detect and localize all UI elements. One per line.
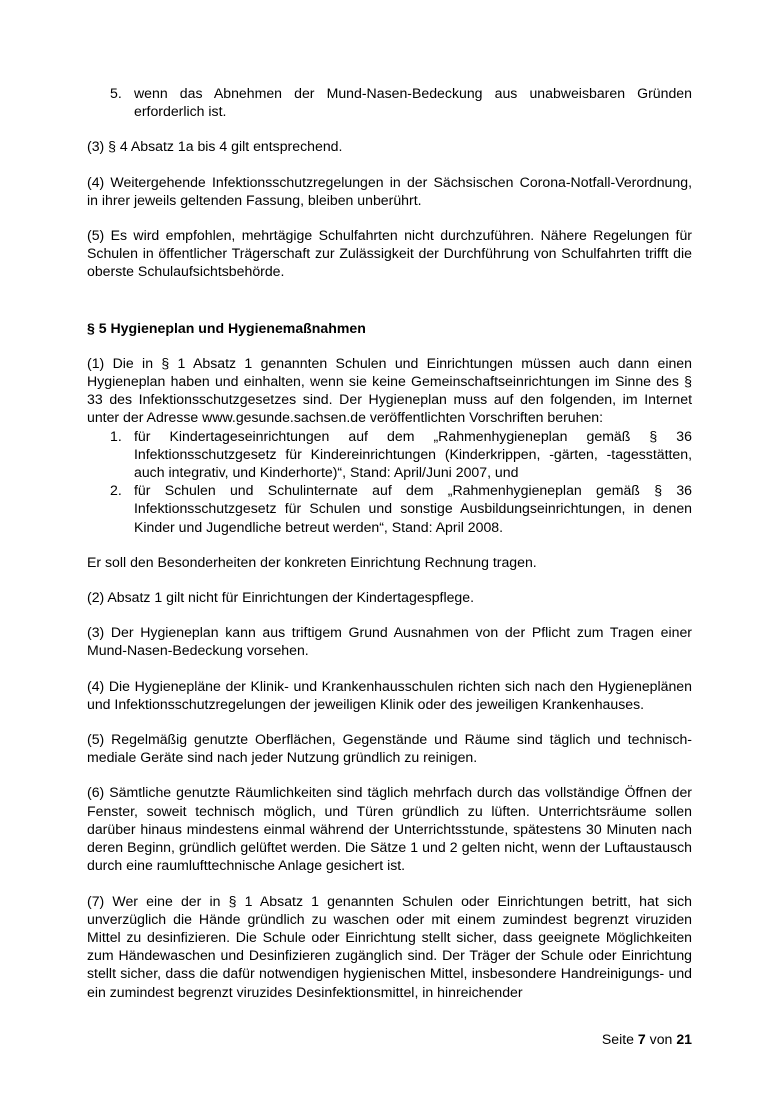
section5-paragraph-2: (2) Absatz 1 gilt nicht für Einrichtungen der Kindertagespflege.: [87, 589, 475, 606]
section-heading: § 5 Hygieneplan und Hygienemaßnahmen: [87, 319, 366, 336]
section5-paragraph-1: (1) Die in § 1 Absatz 1 genannten Schulen und Einrichtungen müssen auch dann einen Hygieneplan haben und einhalten, wenn sie keine Gemeinschaftseinrichtungen im Sinne des § 33 des Infektionsschutzgesetzes sind. Der Hygieneplan muss auf den folgenden, im Internet unter der Adresse www.gesunde.sachsen.de veröffentlichten Vorschriften beruhen:: [87, 354, 692, 426]
paragraph-5: (5) Es wird empfohlen, mehrtägige Schulfahrten nicht durchzuführen. Nähere Regelungen für Schulen in öffentlicher Trägerschaft zur Zulässigkeit der Durchführung von Schulfahrten trifft die oberste Schulaufsichtsbehörde.: [87, 227, 692, 280]
section5-list: [87, 427, 692, 536]
footer-total-pages: 21: [676, 1031, 692, 1047]
list-item-text: für Schulen und Schulinternate auf dem „Rahmenhygieneplan gemäß § 36 Infektionsschutzgesetz für Schulen und sonstige Ausbildungseinrichtungen, in denen Kinder und Jugendliche betreut werden“, Stand: April 2008.: [134, 482, 692, 535]
section5-paragraph-7: (7) Wer eine der in § 1 Absatz 1 genannten Schulen oder Einrichtungen betritt, hat sich unverzüglich die Hände gründlich zu waschen oder mit einem zumindest begrenzt viruziden Mittel zu desinfizieren. Die Schule oder Einrichtung stellt sicher, dass geeignete Möglichkeiten zum Händewaschen und Desinfizieren zugänglich sind. Der Träger der Schule oder Einrichtung stellt sicher, dass die dafür notwendigen hygienischen Mittel, insbesondere Handreinigungs- und ein zumindest begrenzt viruzides Desinfektionsmittel, in hinreichender: [87, 892, 692, 1000]
section5-paragraph-3: (3) Der Hygieneplan kann aus triftigem Grund Ausnahmen von der Pflicht zum Tragen einer Mund-Nasen-Bedeckung vorsehen.: [87, 624, 692, 659]
document-page: [87, 84, 692, 1018]
list-item-text: wenn das Abnehmen der Mund-Nasen-Bedeckung aus unabweisbaren Gründen erforderlich ist.: [134, 85, 692, 120]
page-footer: [602, 1031, 692, 1047]
footer-page-number: 7: [637, 1031, 646, 1047]
continued-list: [87, 84, 692, 120]
paragraph-3: (3) § 4 Absatz 1a bis 4 gilt entsprechend.: [87, 138, 343, 155]
list-item: [87, 481, 692, 536]
list-item-number: 2.: [110, 482, 122, 499]
footer-mid: von: [649, 1031, 673, 1047]
list-item: [87, 427, 692, 482]
list-item: [87, 84, 692, 120]
list-item-number: 1.: [110, 427, 122, 444]
section5-paragraph-4: (4) Die Hygienepläne der Klinik- und Krankenhausschulen richten sich nach den Hygieneplänen und Infektionsschutzregelungen der jeweiligen Klinik oder des jeweiligen Krankenhauses.: [87, 677, 692, 712]
paragraph-4: (4) Weitergehende Infektionsschutzregelungen in der Sächsischen Corona-Notfall-Verordnung, in ihrer jeweils geltenden Fassung, bleiben unberührt.: [87, 173, 692, 208]
list-item-number: 5.: [110, 85, 122, 101]
section5-paragraph-5: (5) Regelmäßig genutzte Oberflächen, Gegenstände und Räume sind täglich und technisch-mediale Geräte sind nach jeder Nutzung gründlich zu reinigen.: [87, 731, 692, 766]
section5-paragraph-6: (6) Sämtliche genutzte Räumlichkeiten sind täglich mehrfach durch das vollständige Öffnen der Fenster, soweit technisch möglich, und Türen gründlich zu lüften. Unterrichtsräume sollen darüber hinaus mindestens einmal während der Unterrichtsstunde, spätestens 30 Minuten nach deren Beginn, gründlich gelüftet werden. Die Sätze 1 und 2 gelten nicht, wenn der Luftaustausch durch eine raumlufttechnische Anlage gesichert ist.: [87, 784, 692, 874]
list-item-text: für Kindertageseinrichtungen auf dem „Rahmenhygieneplan gemäß § 36 Infektionsschutzgesetz für Kindereinrichtungen (Kinderkrippen, -gärten, -tagesstätten, auch integrativ, und Kinderhorte)“, Stand: April/Juni 2007, und: [134, 427, 692, 481]
footer-prefix: Seite: [601, 1031, 634, 1047]
section5-paragraph-1-tail: Er soll den Besonderheiten der konkreten Einrichtung Rechnung tragen.: [87, 553, 537, 570]
